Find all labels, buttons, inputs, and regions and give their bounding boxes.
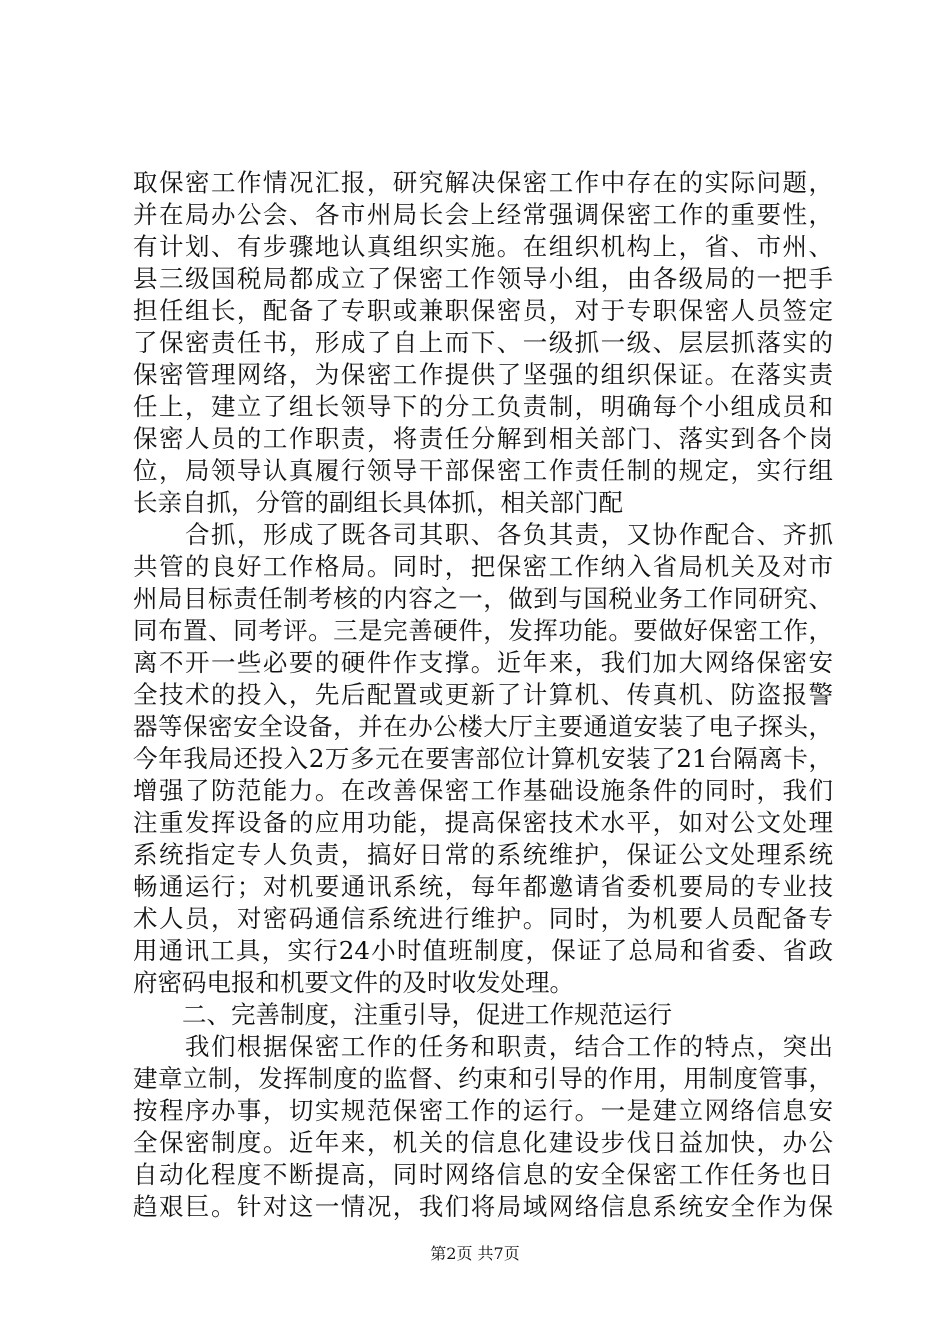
- text-line: 保密人员的工作职责，将责任分解到相关部门、落实到各个岗: [133, 424, 833, 453]
- text-line: 器等保密安全设备，并在办公楼大厅主要通道安装了电子探头，: [133, 712, 833, 741]
- page-footer: 第2页 共7页: [430, 1244, 520, 1263]
- text-line: 并在局办公会、各市州局长会上经常强调保密工作的重要性，: [133, 200, 833, 229]
- text-line: 县三级国税局都成立了保密工作领导小组，由各级局的一把手: [133, 264, 833, 293]
- text-line: 按程序办事，切实规范保密工作的运行。一是建立网络信息安: [133, 1096, 833, 1125]
- text-line: 位，局领导认真履行领导干部保密工作责任制的规定，实行组: [133, 456, 833, 485]
- text-line: 保密管理网络，为保密工作提供了坚强的组织保证。在落实责: [133, 360, 833, 389]
- text-line: 长亲自抓，分管的副组长具体抓，相关部门配: [133, 488, 623, 517]
- text-line: 共管的良好工作格局。同时，把保密工作纳入省局机关及对市: [133, 552, 833, 581]
- text-line: 趋艰巨。针对这一情况，我们将局域网络信息系统安全作为保: [133, 1192, 833, 1221]
- text-line: 府密码电报和机要文件的及时收发处理。: [133, 968, 574, 997]
- text-line: 离不开一些必要的硬件作支撑。近年来，我们加大网络保密安: [133, 648, 833, 677]
- text-line: 今年我局还投入2万多元在要害部位计算机安装了21台隔离卡，: [133, 744, 833, 773]
- text-line: 同布置、同考评。三是完善硬件，发挥功能。要做好保密工作，: [133, 616, 833, 645]
- text-line: 合抓，形成了既各司其职、各负其责，又协作配合、齐抓: [133, 520, 833, 549]
- body-text: [133, 167, 833, 1223]
- text-line: 增强了防范能力。在改善保密工作基础设施条件的同时，我们: [133, 776, 833, 805]
- text-line: 用通讯工具，实行24小时值班制度，保证了总局和省委、省政: [133, 936, 833, 965]
- text-line: 全保密制度。近年来，机关的信息化建设步伐日益加快，办公: [133, 1128, 833, 1157]
- text-line: 自动化程度不断提高，同时网络信息的安全保密工作任务也日: [133, 1160, 833, 1189]
- text-line: 二、完善制度，注重引导，促进工作规范运行: [133, 1000, 672, 1029]
- text-line: 任上，建立了组长领导下的分工负责制，明确每个小组成员和: [133, 392, 833, 421]
- text-line: 取保密工作情况汇报，研究解决保密工作中存在的实际问题，: [133, 168, 833, 197]
- text-line: 系统指定专人负责，搞好日常的系统维护，保证公文处理系统: [133, 840, 833, 869]
- text-line: 担任组长，配备了专职或兼职保密员，对于专职保密人员签定: [133, 296, 833, 325]
- text-line: 畅通运行；对机要通讯系统，每年都邀请省委机要局的专业技: [133, 872, 833, 901]
- text-line: 州局目标责任制考核的内容之一，做到与国税业务工作同研究、: [133, 584, 833, 613]
- text-line: 术人员，对密码通信系统进行维护。同时，为机要人员配备专: [133, 904, 833, 933]
- text-line: 建章立制，发挥制度的监督、约束和引导的作用，用制度管事，: [133, 1064, 833, 1093]
- text-line: 有计划、有步骤地认真组织实施。在组织机构上，省、市州、: [133, 232, 833, 261]
- text-line: 全技术的投入，先后配置或更新了计算机、传真机、防盗报警: [133, 680, 833, 709]
- text-line: 了保密责任书，形成了自上而下、一级抓一级、层层抓落实的: [133, 328, 833, 357]
- text-line: 我们根据保密工作的任务和职责，结合工作的特点，突出: [133, 1032, 833, 1061]
- text-line: 注重发挥设备的应用功能，提高保密技术水平，如对公文处理: [133, 808, 833, 837]
